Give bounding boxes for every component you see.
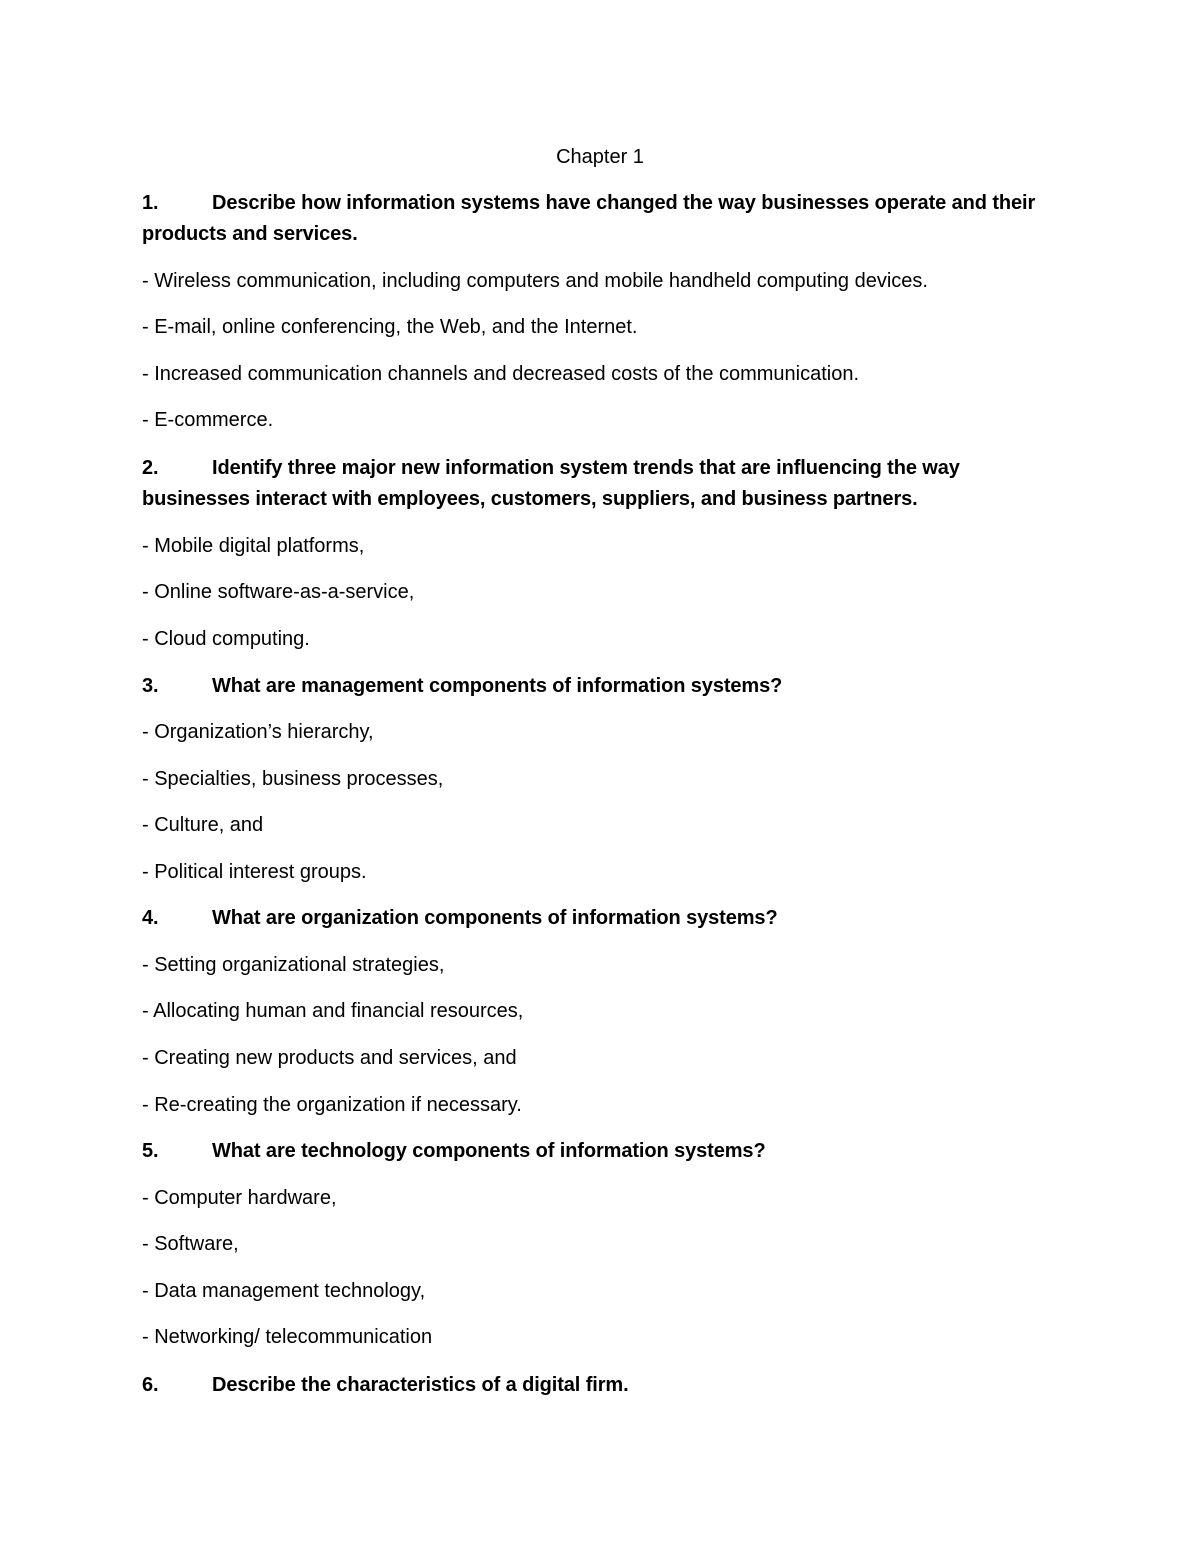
answer-item: - Culture, and: [142, 814, 264, 836]
answer-item: - Allocating human and financial resources,: [142, 1000, 524, 1022]
question-number: 5.: [142, 1140, 159, 1162]
answer-item: - Setting organizational strategies,: [142, 954, 445, 976]
question-text: Describe the characteristics of a digital firm.: [212, 1374, 629, 1396]
question-text: What are management components of information systems?: [212, 675, 783, 697]
question-number: 1.: [142, 192, 159, 214]
question-2: [142, 453, 1072, 515]
question-text: What are technology components of information systems?: [212, 1140, 766, 1162]
question-number: 2.: [142, 457, 159, 479]
answer-item: - E-mail, online conferencing, the Web, and the Internet.: [142, 316, 638, 338]
answer-item: - Software,: [142, 1233, 239, 1255]
answer-item: - Re-creating the organization if necessary.: [142, 1094, 522, 1116]
answer-item: - Networking/ telecommunication: [142, 1326, 433, 1348]
answer-item: - Creating new products and services, and: [142, 1047, 517, 1069]
answer-item: - Online software-as-a-service,: [142, 581, 415, 603]
answer-item: - Mobile digital platforms,: [142, 535, 365, 557]
answer-item: - Cloud computing.: [142, 628, 310, 650]
question-text: What are organization components of information systems?: [212, 907, 778, 929]
answer-item: - Wireless communication, including computers and mobile handheld computing devices.: [142, 270, 928, 292]
question-6: [142, 1370, 1072, 1401]
question-4: [142, 903, 1072, 934]
answer-item: - Specialties, business processes,: [142, 768, 444, 790]
answer-item: - Political interest groups.: [142, 861, 367, 883]
question-number: 6.: [142, 1374, 159, 1396]
question-1: [142, 188, 1072, 250]
page-title: Chapter 1: [556, 146, 644, 168]
answer-item: - Increased communication channels and decreased costs of the communication.: [142, 363, 860, 385]
answer-item: - Organization’s hierarchy,: [142, 721, 374, 743]
question-number: 3.: [142, 675, 159, 697]
answer-item: - E-commerce.: [142, 409, 274, 431]
question-number: 4.: [142, 907, 159, 929]
question-3: [142, 671, 1072, 702]
answer-item: - Computer hardware,: [142, 1187, 337, 1209]
question-5: [142, 1136, 1072, 1167]
question-text: Identify three major new information system trends that are influencing the way businesses interact with employees, customers, suppliers, and business partners.: [142, 457, 960, 510]
question-text: Describe how information systems have changed the way businesses operate and their products and services.: [142, 192, 1036, 245]
answer-item: - Data management technology,: [142, 1280, 426, 1302]
